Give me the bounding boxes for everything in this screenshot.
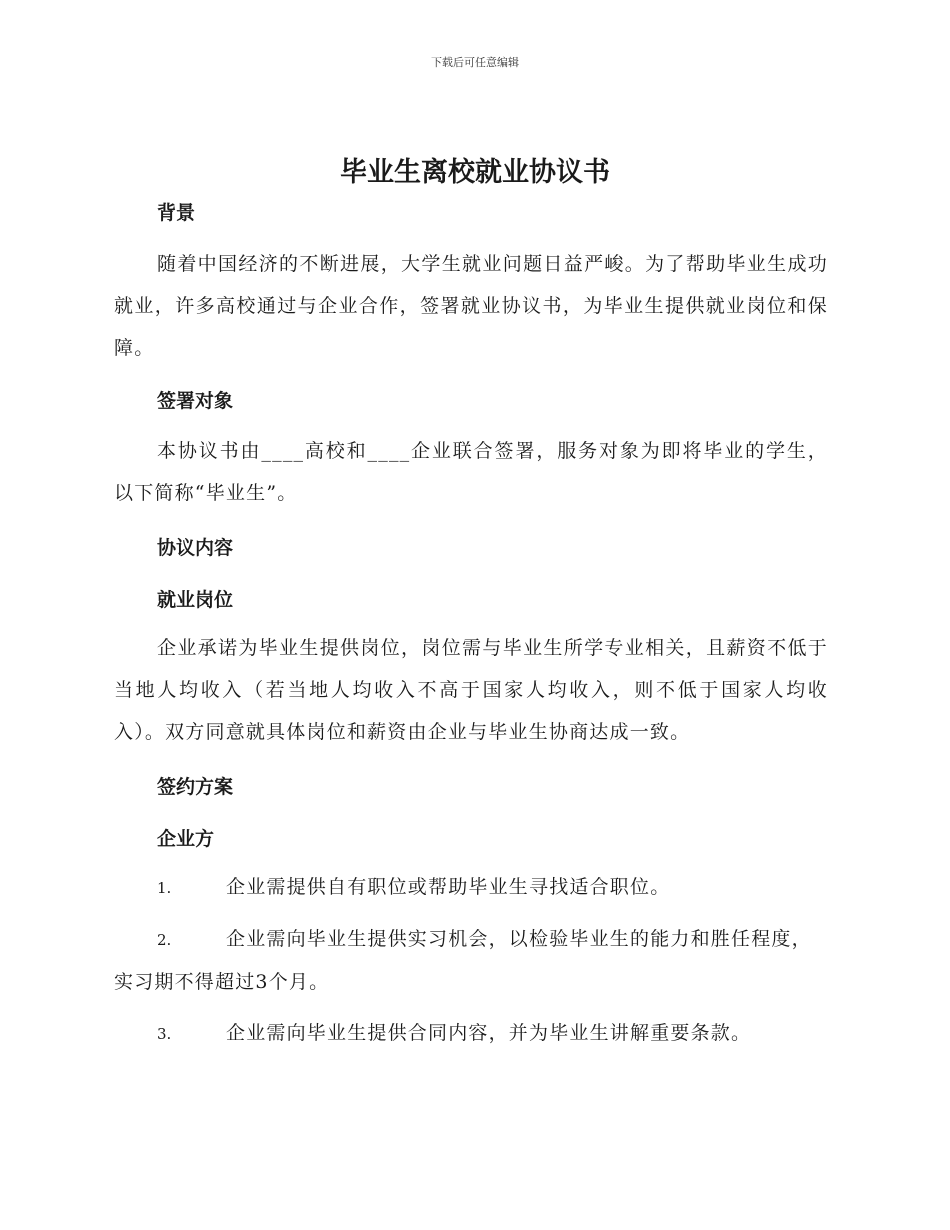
heading-parties: 签署对象 <box>157 390 234 412</box>
document-title: 毕业生离校就业协议书 <box>340 157 610 188</box>
header-note: 下载后可任意编辑 <box>431 56 519 69</box>
list-item-text: 企业需向毕业生提供合同内容，并为毕业生讲解重要条款。 <box>226 1022 752 1044</box>
list-item <box>114 866 828 909</box>
list-item-number: 3. <box>157 1025 172 1043</box>
heading-company: 企业方 <box>157 828 215 850</box>
heading-plan: 签约方案 <box>157 776 234 798</box>
paragraph-job: 企业承诺为毕业生提供岗位，岗位需与毕业生所学专业相关，且薪资不低于当地人均收入（若当地人均收入不高于国家人均收入，则不低于国家人均收入）。双方同意就具体岗位和薪资由企业与毕业生协商达成一致。 <box>114 637 828 743</box>
list-item <box>114 1012 828 1055</box>
list-item <box>114 918 828 1003</box>
paragraph-background: 随着中国经济的不断进展，大学生就业问题日益严峻。为了帮助毕业生成功就业，许多高校通过与企业合作，签署就业协议书，为毕业生提供就业岗位和保障。 <box>114 253 828 359</box>
paragraph-parties: 本协议书由____高校和____企业联合签署，服务对象为即将毕业的学生，以下简称“毕业生”。 <box>114 440 828 504</box>
heading-background: 背景 <box>157 202 196 224</box>
heading-job: 就业岗位 <box>157 589 234 611</box>
list-item-number: 2. <box>157 931 172 949</box>
list-item-number: 1. <box>157 879 172 897</box>
list-item-text: 企业需提供自有职位或帮助毕业生寻找适合职位。 <box>226 876 671 898</box>
heading-content: 协议内容 <box>157 537 234 559</box>
list-item-text: 企业需向毕业生提供实习机会，以检验毕业生的能力和胜任程度，实习期不得超过3个月。 <box>114 928 812 993</box>
